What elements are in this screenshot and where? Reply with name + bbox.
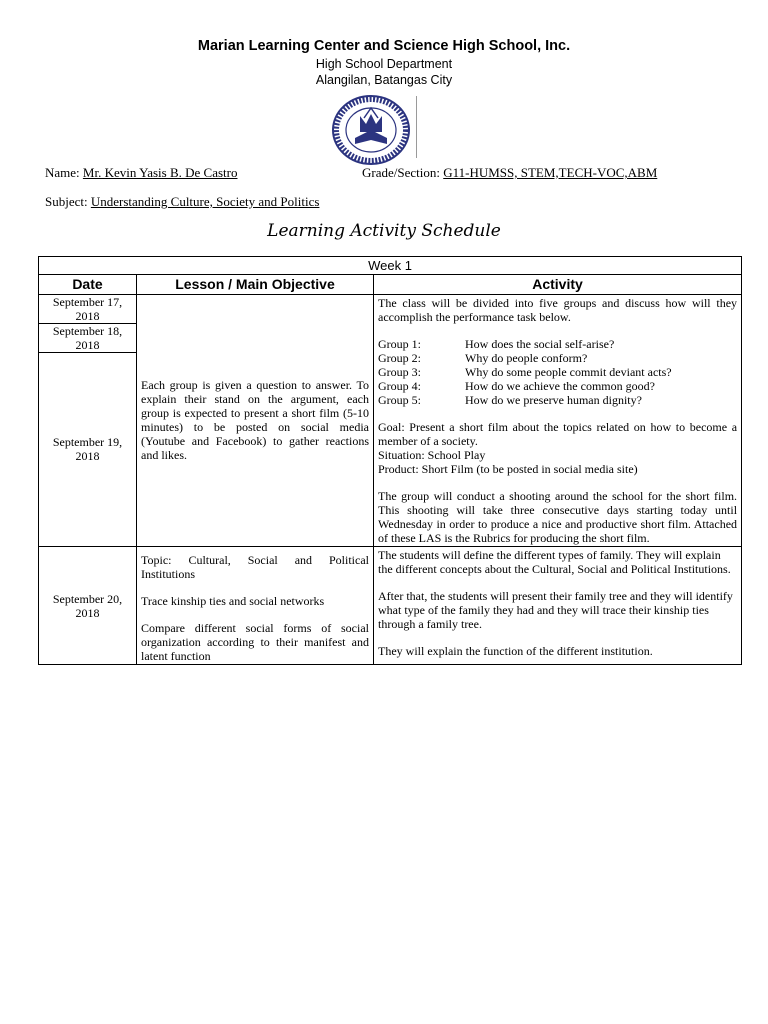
school-seal-icon bbox=[331, 94, 411, 166]
activity-text: They will explain the function of the different institution. bbox=[378, 644, 653, 659]
header-row bbox=[39, 275, 742, 294]
header-lesson: Lesson / Main Objective bbox=[137, 275, 374, 294]
grade-field bbox=[362, 165, 657, 181]
activity-product: Product: Short Film (to be posted in social media site) bbox=[378, 461, 638, 476]
lesson-cell bbox=[137, 294, 374, 546]
header-activity: Activity bbox=[374, 275, 742, 294]
table-row bbox=[39, 294, 742, 323]
activity-goal: Goal: Present a short film about the topics related on how to become a member of a society. bbox=[378, 419, 738, 448]
lesson-topic: Topic: Cultural, Social and Political Institutions bbox=[141, 553, 369, 582]
group-item bbox=[378, 351, 737, 365]
group-question: Why do some people commit deviant acts? bbox=[465, 364, 672, 379]
lesson-objective: Trace kinship ties and social networks bbox=[141, 594, 325, 609]
subject-field bbox=[45, 194, 319, 210]
subject-value: Understanding Culture, Society and Politics bbox=[90, 194, 320, 209]
lesson-text: Each group is given a question to answer. To explain their stand on the argument, each group is expected to present a short film (5-10 minutes) to be posted on social media (Youtube and Facebook) to gather reactions and likes. bbox=[141, 378, 369, 463]
name-label: Name: bbox=[45, 165, 80, 180]
document-title: Learning Activity Schedule bbox=[267, 221, 501, 241]
name-value: Mr. Kevin Yasis B. De Castro bbox=[82, 165, 238, 180]
group-label: Group 3: bbox=[378, 364, 421, 379]
group-question: How do we preserve human dignity? bbox=[465, 392, 642, 407]
week-label: Week 1 bbox=[39, 257, 742, 275]
subject-label: Subject: bbox=[45, 194, 88, 209]
group-question: How does the social self-arise? bbox=[465, 336, 615, 351]
lesson-objective: Compare different social forms of social organization according to their manifest and latent function bbox=[141, 621, 369, 664]
activity-intro: The class will be divided into five groups and discuss how will they accomplish the performance task below. bbox=[378, 295, 738, 324]
group-label: Group 2: bbox=[378, 350, 421, 365]
group-item bbox=[378, 379, 737, 393]
group-label: Group 4: bbox=[378, 378, 421, 393]
department: High School Department bbox=[315, 57, 453, 71]
group-label: Group 1: bbox=[378, 336, 421, 351]
grade-value: G11-HUMSS, STEM,TECH-VOC,ABM bbox=[443, 165, 658, 180]
date-cell: September 20, 2018 bbox=[39, 547, 137, 665]
group-label: Group 5: bbox=[378, 392, 421, 407]
logo-divider bbox=[416, 96, 417, 158]
table-row bbox=[39, 547, 742, 665]
school-name: Marian Learning Center and Science High School, Inc. bbox=[197, 38, 571, 54]
group-item bbox=[378, 365, 737, 379]
schedule-table bbox=[38, 256, 742, 665]
lesson-cell bbox=[137, 547, 374, 665]
group-question: Why do people conform? bbox=[465, 350, 588, 365]
group-item bbox=[378, 393, 737, 407]
week-row bbox=[39, 257, 742, 275]
activity-conduct: The group will conduct a shooting around the school for the short film. This shooting will take three consecutive days starting today until Wednesday in order to produce a nice and productive short film. Attached of these LAS is the Rubrics for producing the short film. bbox=[378, 488, 738, 546]
grade-label: Grade/Section: bbox=[362, 165, 440, 180]
activity-text: After that, the students will present their family tree and they will identify what type of the family they had and they will trace their kinship ties through a family tree. bbox=[378, 589, 733, 632]
activity-cell bbox=[374, 547, 742, 665]
name-field bbox=[45, 165, 237, 181]
activity-situation: Situation: School Play bbox=[378, 447, 486, 462]
group-item bbox=[378, 337, 737, 351]
group-question: How do we achieve the common good? bbox=[465, 378, 655, 393]
header-date: Date bbox=[39, 275, 137, 294]
date-cell: September 19, 2018 bbox=[39, 352, 137, 546]
activity-cell bbox=[374, 294, 742, 546]
date-cell: September 18, 2018 bbox=[39, 323, 137, 352]
date-cell: September 17, 2018 bbox=[39, 294, 137, 323]
activity-text: The students will define the different types of family. They will explain the different concepts about the Cultural, Social and Political Institutions. bbox=[378, 548, 731, 577]
address: Alangilan, Batangas City bbox=[315, 73, 453, 87]
